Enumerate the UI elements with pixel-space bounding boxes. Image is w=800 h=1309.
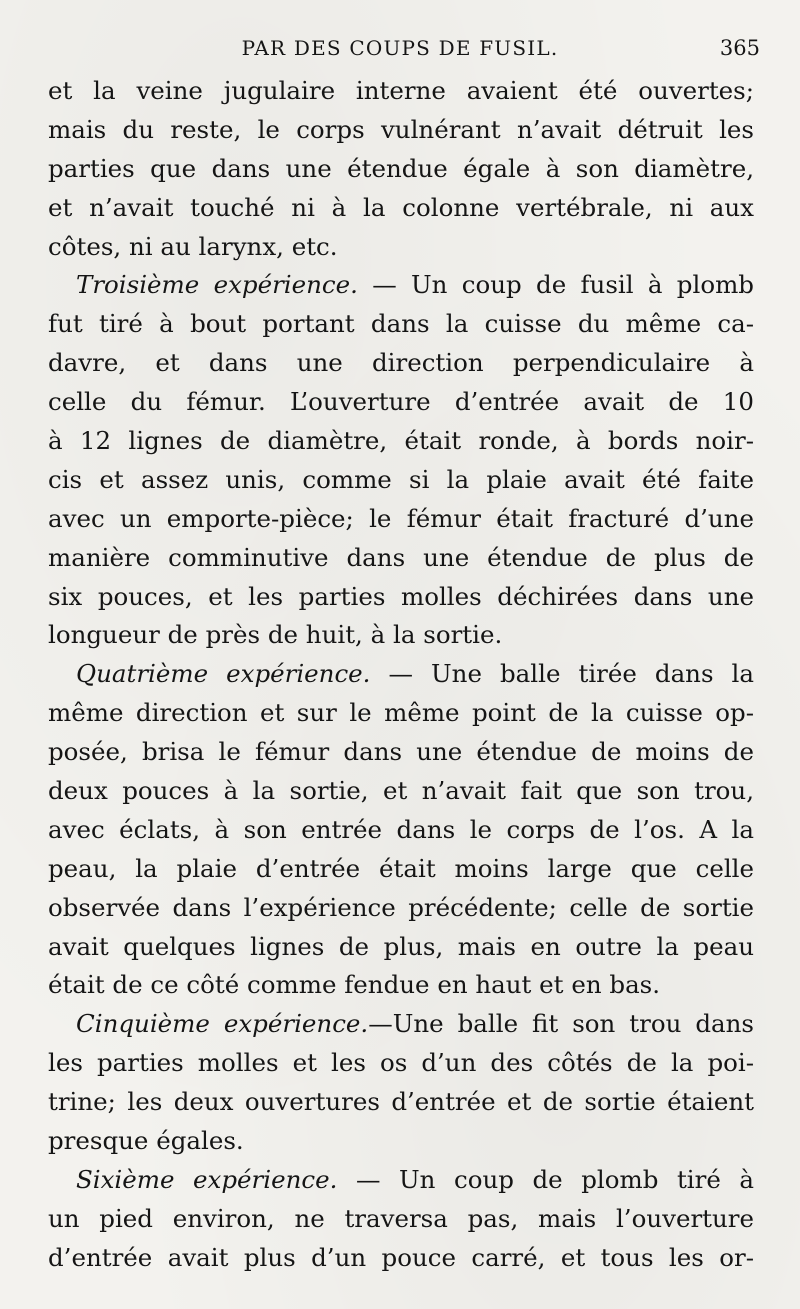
text-run: avec éclats, à son entrée dans le corps de l’os. A la: [48, 814, 754, 844]
text-run: six pouces, et les parties molles déchirées dans une: [48, 581, 754, 611]
text-run: trine; les deux ouvertures d’entrée et de sortie étaient: [48, 1087, 754, 1117]
running-title: PAR DES COUPS DE FUSIL.: [241, 36, 559, 60]
text-run: avait quelques lignes de plus, mais en outre la peau: [48, 931, 754, 961]
text-line: [48, 1161, 754, 1200]
text-line: [48, 1239, 754, 1278]
text-run: avec un emporte-pièce; le fémur était fracturé d’une: [48, 503, 754, 533]
text-run: même direction et sur le même point de la cuisse op-: [48, 698, 754, 728]
text-line: [48, 850, 754, 889]
text-line: [48, 1005, 754, 1044]
text-line: [48, 539, 754, 578]
text-line: [48, 422, 754, 461]
text-line: [48, 889, 754, 928]
text-line: [48, 111, 754, 150]
text-line: [48, 189, 754, 228]
section-heading: Quatrième expérience.: [76, 659, 371, 689]
text-run: celle du fémur. L’ouverture d’entrée avait de 10: [48, 387, 754, 417]
text-run: les parties molles et les os d’un des côtés de la poi-: [48, 1048, 754, 1078]
text-run: était de ce côté comme fendue en haut et en bas.: [48, 970, 661, 1000]
text-run: posée, brisa le fémur dans une étendue de moins de: [48, 737, 754, 767]
text-line: [48, 266, 754, 305]
text-line: [48, 1200, 754, 1239]
text-line: [48, 383, 754, 422]
text-line: [48, 966, 754, 1005]
text-line: [48, 344, 754, 383]
text-line: [48, 578, 754, 617]
text-run: fut tiré à bout portant dans la cuisse du même ca-: [48, 309, 754, 339]
text-run: davre, et dans une direction perpendiculaire à: [48, 348, 754, 378]
section-heading: Troisième expérience.: [76, 270, 358, 300]
text-run: parties que dans une étendue égale à son diamètre,: [48, 153, 754, 183]
text-line: [48, 1083, 754, 1122]
text-line: [48, 811, 754, 850]
text-run: — Un coup de fusil à plomb: [357, 270, 754, 300]
text-line: [48, 461, 754, 500]
text-run: deux pouces à la sortie, et n’avait fait que son trou,: [48, 776, 754, 806]
text-line: [48, 928, 754, 967]
text-line: [48, 616, 754, 655]
text-line: [48, 228, 754, 267]
page-number: 365: [719, 36, 760, 60]
running-head: [40, 30, 760, 70]
text-line: [48, 500, 754, 539]
text-line: [48, 305, 754, 344]
text-run: mais du reste, le corps vulnérant n’avait détruit les: [48, 114, 754, 144]
text-run: et la veine jugulaire interne avaient été ouvertes;: [48, 76, 754, 105]
body-text: [48, 72, 754, 1278]
text-run: manière comminutive dans une étendue de plus de: [48, 542, 754, 572]
text-run: longueur de près de huit, à la sortie.: [48, 620, 503, 650]
text-run: peau, la plaie d’entrée était moins large que celle: [48, 853, 754, 883]
text-run: — Un coup de plomb tiré à: [337, 1164, 754, 1194]
text-run: cis et assez unis, comme si la plaie avait été faite: [48, 464, 754, 494]
text-run: et n’avait touché ni à la colonne vertébrale, ni aux: [48, 192, 754, 222]
text-run: —Une balle fit son trou dans: [368, 1009, 754, 1039]
text-run: — Une balle tirée dans la: [370, 659, 754, 689]
text-line: [48, 694, 754, 733]
text-line: [48, 150, 754, 189]
text-run: un pied environ, ne traversa pas, mais l’ouverture: [48, 1203, 754, 1233]
text-line: [48, 655, 754, 694]
text-line: [48, 1044, 754, 1083]
text-line: [48, 772, 754, 811]
text-run: à 12 lignes de diamètre, était ronde, à bords noir-: [48, 426, 754, 456]
section-heading: Cinquième expérience.: [76, 1009, 369, 1039]
section-heading: Sixième expérience.: [76, 1164, 338, 1194]
text-run: d’entrée avait plus d’un pouce carré, et tous les or-: [48, 1242, 754, 1272]
text-line: [48, 72, 754, 111]
text-run: côtes, ni au larynx, etc.: [48, 231, 338, 261]
text-run: presque égales.: [48, 1126, 244, 1156]
text-line: [48, 1122, 754, 1161]
text-line: [48, 733, 754, 772]
text-run: observée dans l’expérience précédente; celle de sortie: [48, 892, 754, 922]
